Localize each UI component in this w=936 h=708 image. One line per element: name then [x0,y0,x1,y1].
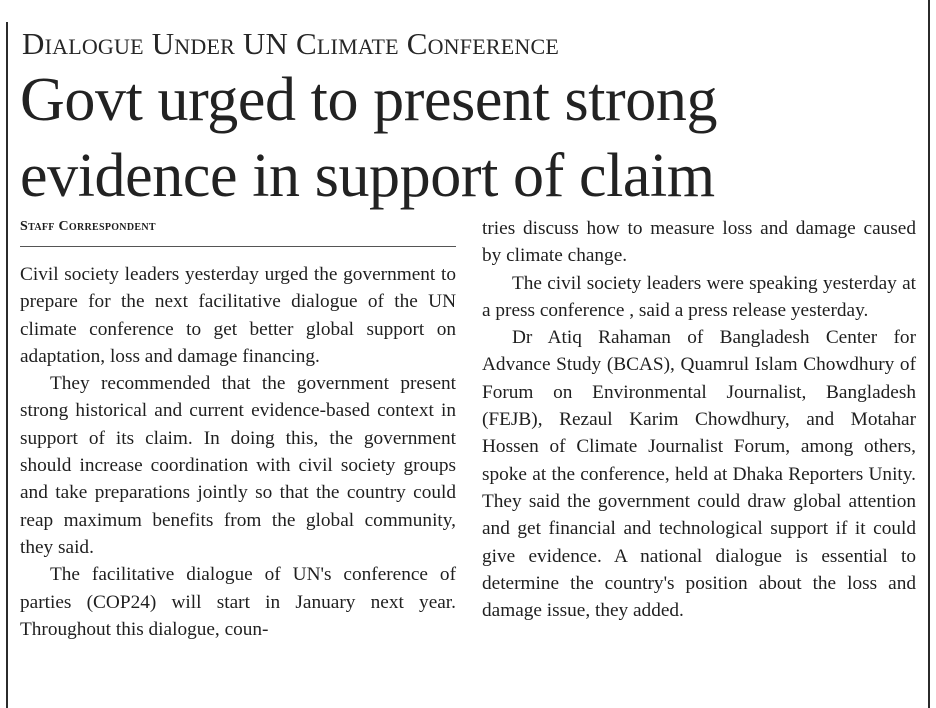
paragraph: tries discuss how to measure loss and damage caused by climate change. [482,218,916,267]
kicker: Dialogue Under UN Climate Conference [22,26,559,61]
article-column-1 [20,261,456,643]
paragraph: Civil society leaders yesterday urged the government to prepare for the next facilitative dialogue of the UN climate conference to get better global support on adaptation, loss and damage financing. [20,264,456,367]
paragraph: The civil society leaders were speaking yesterday at a press conference , said a press release yesterday. [482,272,916,321]
byline-divider [20,246,456,247]
paragraph: The facilitative dialogue of UN's conference of parties (COP24) will start in January next year. Throughout this dialogue, coun- [20,564,456,640]
headline-line-1: Govt urged to present strong [20,66,718,134]
paragraph: They recommended that the government present strong historical and current evidence-based context in support of its claim. In doing this, the government should increase coordination with civil society groups and take preparations jointly so that the country could reap maximum benefits from the global community, they said. [20,373,456,558]
article-column-2 [482,215,916,624]
headline-line-2: evidence in support of claim [20,142,715,210]
byline: Staff Correspondent [20,219,156,234]
column-rule-left [6,22,8,708]
headline [20,62,930,214]
paragraph: Dr Atiq Rahaman of Bangladesh Center for Advance Study (BCAS), Quamrul Islam Chowdhury of Forum on Environmental Journalist, Bangladesh (FEJB), Rezaul Karim Chowdhury, and Motahar Hossen of Climate Journalist Forum, among others, spoke at the conference, held at Dhaka Reporters Unity. They said the government could draw global attention and get financial and technological support if it could give evidence. A national dialogue is essential to determine the country's position about the loss and damage issue, they added. [482,327,916,622]
